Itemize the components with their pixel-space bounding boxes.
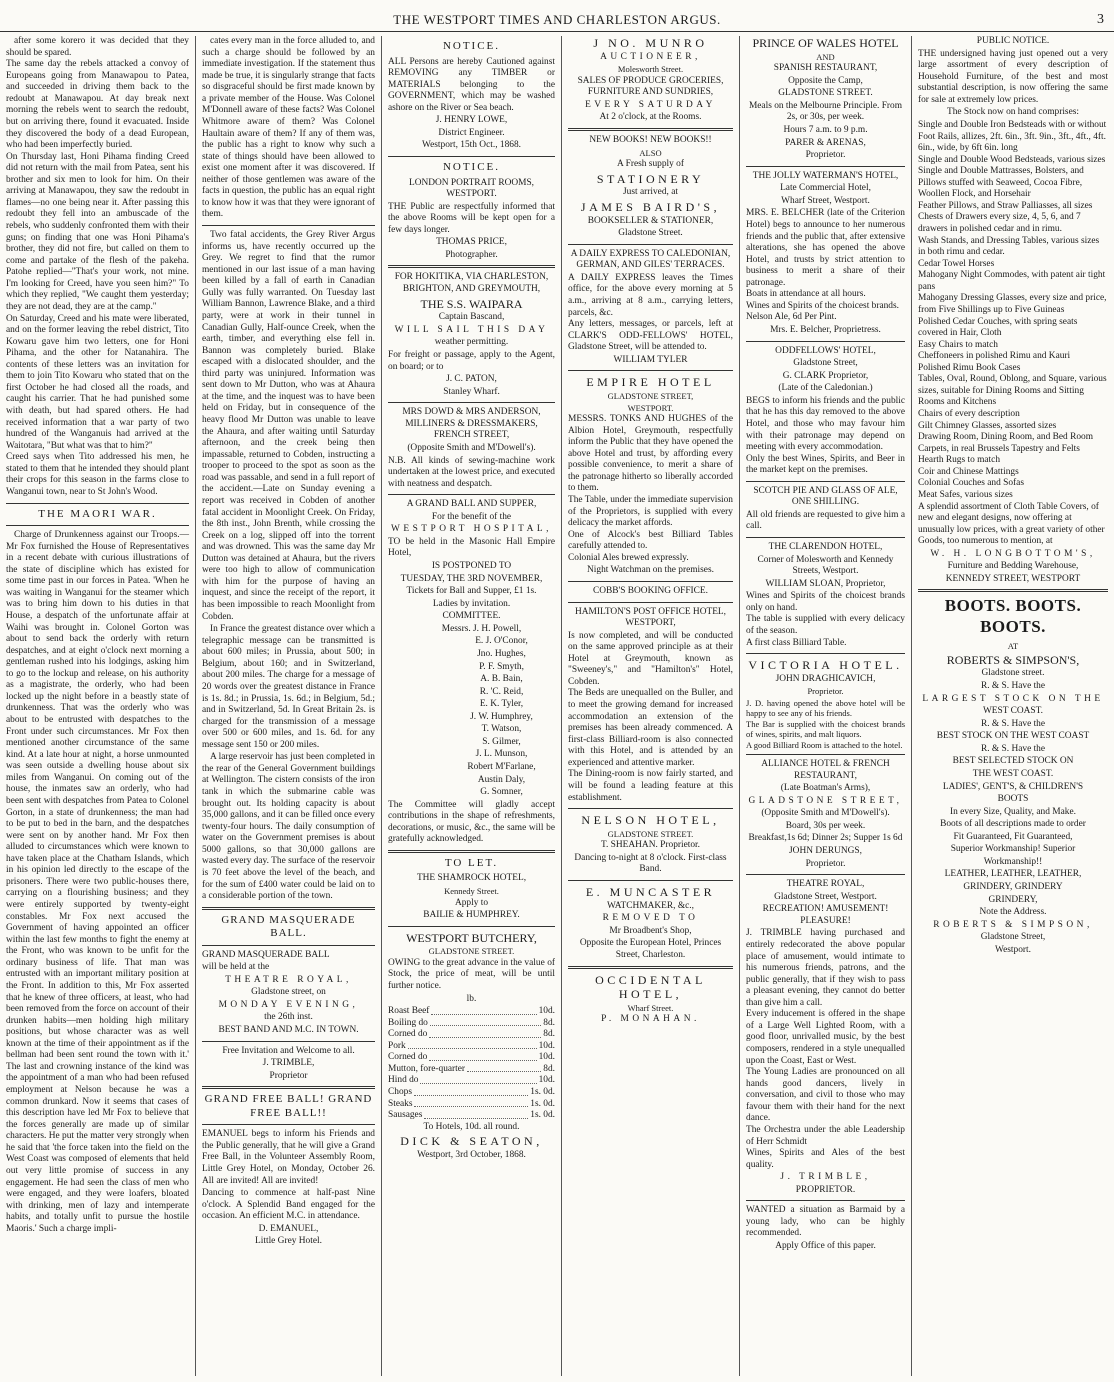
price-value: 10d. — [538, 1006, 555, 1017]
ad-text: ALL Persons are hereby Cautioned against REMOVING any TIMBER or MATERIALS belonging to the GOVERNMENT, which may be washed ashore on the River or Sea beach. — [388, 56, 555, 113]
ad-text: A Fresh supply of — [617, 159, 684, 170]
committee-member: Austin Daly, — [477, 774, 526, 785]
divider — [746, 653, 905, 654]
ad-address: Gladstone Street, — [793, 358, 858, 369]
ad-text: R. & S. Have the — [980, 718, 1046, 729]
ad-text: J. TRIMBLE having purchased and entirely redecorated the above popular place of amusement, would intimate to his numerous friends, patrons, and the public generally, that if they wish to pass a pleasant evening, they cannot do better than give him a call. Every inducement is offered in the shape of a Large Well Lighted Room, with a good floor, unrivalled music, by the best composers, rendered in a style unequalled upon the Coast, East or West. The Young Ladies are pronounced on all hands good dancers, lively in conversation, and civil to those who may favour them with their hand for the next dance. The Orchestra under the able Leadership of Herr Schmidt Wines, Spirits and Ales of the best quality. — [746, 928, 905, 1170]
ad-text: BOOTS — [997, 794, 1029, 805]
article-drunkenness-text: Charge of Drunkenness against our Troops.—Mr Fox furnished the House of Representatives in a recent debate with curious illustrations of the state of discipline which has existed for some time past in our forces in Patea. 'When he was waiting in Wanganui for the steamer which was to bring him down to his duties in that House, a despatch of the unfortunate affair at Waihi was brought in. Colonel Gorton was about to send back the orderly with return despatches, and at eight o'clock next morning a gentleman rushed into his lodgings, asking him to go to the lockup and release, on his authority as a magistrate, the orderly, who had been locked up the night before in a beastly state of drunkenness. That was the orderly who was about to be entrusted with despatches to the Front under such circumstances. Mr Fox then mentioned another circumstance of the same kind. At a late hour at night, a horse unmounted was seen outside a dwelling house about six miles from Wanganui. On coming out of the house, the inmates saw an orderly, who had been sent with despatches from Patea to Colonel Gorton, in a state of drunkenness; the man had to be put to bed in the barn, and the despatches were sent on by another hand. Mr Fox then alluded to circumstances which were known to have taken place at the Chatham Islands, which in his opinion led directly to the escape of the prisoners. There were two public-houses there, carrying on a flourishing business; and they were entirely supported by twenty-eight constables. Mr Fox next accused the Government of having appointed an officer within the last few months to fight the enemy at the Front, who was known to be unfit for the ordinary business of life. That man was entrusted with an important military position at the Front. In addition to this, Mr Fox asserted that he knew of three officers, at least, who had been removed from the force on account of their drunken habits—men holding high military positions, but whose character was as well known at the time of their appointment as if the bellman had been sent round the town with it.' The last and crowning instance of the kind was the appointment of a man who had been refused employment at Nelson because he was a common drunkard. Now it seems that cases of this description have led Mr Fox to believe that the forces generally are made up of similar characters. He put the matter very strongly when he said that 'the force taken into the field on the West Coast was composed of elements that held out very little promise of success in any engagement. He had seen the class of men who were engaged, and they were loafers, bloated with drinking, men of lazy and intemperate habits, and totally unfit to pursue the hostile Maoris.' Such a charge impli- — [6, 530, 189, 1234]
empire-hotel-ad — [568, 375, 733, 577]
ad-text: LARGEST STOCK ON THE — [922, 693, 1104, 704]
article-investigation-text: cates every man in the force alluded to, and such a charge should be followed by an immediate investigation. If the statement thus made be true, it is singularly strange that facts so disgraceful should be first made known by a private member of the House. Was Colonel M'Donnell aware of these facts? Was Colonel Whitmore aware of them? Was Colonel Haultain aware of them? If any of them was, the public has a right to know why such a state of things should have been allowed to exist one moment after it was discovered. If neither of those gentlemen was aware of the facts in question, the public has an equal right to know how it was that they were ignorant of them. — [202, 36, 375, 220]
ad-signature: P. MONAHAN. — [601, 1014, 700, 1025]
divider — [202, 1124, 375, 1125]
ad-heading: NOTICE. — [442, 40, 501, 52]
divider — [202, 1041, 375, 1042]
committee-member: S. Gilmer, — [482, 736, 521, 747]
page-number: 3 — [1097, 12, 1104, 27]
divider — [388, 402, 555, 403]
ad-text: Late Commercial Hotel, — [780, 183, 871, 194]
ad-address: Westport. — [995, 944, 1031, 955]
divider — [6, 503, 189, 504]
newspaper-title: THE WESTPORT TIMES AND CHARLESTON ARGUS. — [393, 12, 721, 27]
committee-member: R. 'C. Reid, — [479, 686, 524, 697]
hospital-ball-ad — [388, 499, 555, 846]
divider — [568, 808, 733, 809]
column-3 — [382, 36, 561, 1376]
ad-text: All old friends are requested to give him a call. — [746, 509, 905, 532]
article-reservoir-text: A large reservoir has just been completed in the rear of the General Government buildings at Wellington. The cistern consists of the iron tank in which the submarine cable was brought out. Its holding capacity is about 35,000 gallons, and it can be filled once every twenty-four hours. The daily consumption of water on the Government premises is about 5000 gallons, so that 30,000 gallons are wasted every day. The surface of the reservoir is 70 feet above the level of the beach, and for the sum of £400 water could be laid on to a considerable portion of the town. — [202, 752, 375, 902]
ad-text: R. & S. Have the — [980, 681, 1046, 692]
steamer-ad — [388, 272, 555, 398]
ad-address: (Opposite Smith and M'Dowell's). — [761, 808, 890, 819]
ad-heading: PRINCE OF WALES HOTEL — [752, 36, 899, 50]
ad-date: the 26th inst. — [264, 1012, 313, 1023]
ad-invite: Free Invitation and Welcome to all. — [222, 1045, 355, 1056]
ad-text: Hours 7 a.m. to 9 p.m. — [783, 125, 868, 136]
nelson-hotel-ad — [568, 813, 733, 876]
ad-text: N.B. All kinds of sewing-machine work undertaken at the lowest price, and executed with neatness and despatch. — [388, 455, 555, 489]
ad-heading: VICTORIA HOTEL. — [748, 658, 903, 673]
ad-signature: J. HENRY LOWE, — [435, 115, 508, 126]
ad-lead: GRAND MASQUERADE BALL — [202, 949, 330, 960]
ad-text: will be held at the — [202, 962, 270, 973]
column-4 — [562, 36, 739, 1376]
ad-text: THE Public are respectfully informed that the above Rooms will be kept open for a few days longer. — [388, 201, 555, 235]
ad-signature: J. TRIMBLE, — [780, 1172, 871, 1183]
ad-address: WESTPORT. — [627, 402, 674, 413]
ad-subheading: WESTPORT HOSPITAL, — [391, 524, 552, 535]
butchery-ad — [388, 931, 555, 1162]
ad-text: Opposite the Camp, — [788, 75, 863, 86]
price-value: 10d. — [538, 1040, 555, 1051]
ad-subheading: STATIONERY — [596, 171, 705, 186]
ad-text: Apply Office of this paper. — [775, 1241, 876, 1252]
price-value: 10d. — [538, 1075, 555, 1086]
ad-address: GLADSTONE STREET, — [607, 391, 694, 402]
committee-member: E. K. Tyler, — [479, 699, 524, 710]
ad-signature: W. H. LONGBOTTOM'S, — [930, 548, 1096, 559]
muncaster-ad — [568, 885, 733, 962]
price-value: 8d. — [543, 1029, 555, 1040]
ad-text: J. D. having opened the above hotel will be happy to see any of his friends. The Bar is supplied with the choicest brands of wines, spirits, and malt liquors. A good Billiard Room is attached to the hotel. — [746, 697, 905, 750]
ad-role: Proprietor. — [807, 686, 844, 697]
committee-member: Jno. Hughes, — [477, 648, 526, 659]
ad-role: District Engineer. — [438, 127, 505, 138]
ad-text: OWING to the great advance in the value of Stock, the price of meat, will be until further notice. — [388, 957, 555, 991]
ad-address: Molesworth Street. — [617, 64, 684, 75]
column-5 — [740, 36, 911, 1376]
maori-war-heading: THE MAORI WAR. — [38, 507, 157, 520]
ad-text: weather permitting. — [434, 337, 509, 348]
column-1 — [0, 36, 195, 1376]
divider — [568, 880, 733, 881]
column-6 — [912, 36, 1114, 1376]
divider — [202, 945, 375, 946]
divider — [746, 341, 905, 342]
to-let-ad — [388, 857, 555, 922]
ad-address: KENNEDY STREET, WESTPORT — [945, 573, 1081, 584]
divider — [202, 1086, 375, 1089]
ad-text: Note the Address. — [979, 907, 1047, 918]
price-item: Sausages — [388, 1110, 423, 1121]
masquerade-ball-ad — [202, 914, 375, 1083]
ad-text: LADIES', GENT'S, & CHILDREN'S — [942, 781, 1084, 792]
ad-address: Opposite the European Hotel, Princes Street, Charleston. — [579, 938, 722, 960]
price-row — [388, 1041, 555, 1053]
ad-subheading: ROBERTS & SIMPSON'S, — [946, 652, 1080, 667]
alliance-hotel-ad — [746, 759, 905, 870]
jolly-waterman-ad — [746, 171, 905, 337]
ad-subheading: SPANISH RESTAURANT, — [773, 63, 878, 74]
ad-address: Wharf Street, Westport. — [781, 195, 870, 206]
ad-text: The Stock now on hand comprises: — [946, 107, 1079, 118]
divider — [202, 225, 375, 226]
ad-address: GLADSTONE STREET. — [778, 88, 873, 99]
price-item: Pork — [388, 1040, 406, 1051]
ad-text: THE undersigned having just opened out a very large assortment of every description of Household Furniture, of the best and most substantial description, is now offering the same for sale at extremely low prices. — [918, 48, 1108, 105]
ad-heading: BOOTS. BOOTS. BOOTS. — [944, 596, 1082, 637]
divider — [746, 166, 905, 167]
ad-signature: D. EMANUEL, — [258, 1223, 319, 1234]
price-value: 1s. 0d. — [530, 1098, 555, 1109]
ad-signature: JOHN DERUNGS, — [789, 846, 862, 857]
ad-heading: ALLIANCE HOTEL & FRENCH RESTAURANT, — [761, 759, 890, 781]
ad-text: Board, 30s per week. — [785, 820, 866, 831]
ad-address: Gladstone Street. — [618, 228, 683, 239]
ad-text: Tickets for Ball and Supper, £1 1s. — [406, 586, 537, 597]
committee-member: P. F. Smyth, — [479, 661, 524, 672]
ad-text: BEST STOCK ON THE WEST COAST — [936, 731, 1090, 742]
committee-member: J. L. Munson, — [475, 749, 528, 760]
occidental-hotel-ad — [568, 973, 733, 1027]
ad-heading: OCCIDENTAL HOTEL, — [595, 972, 706, 1002]
price-value: 8d. — [543, 1063, 555, 1074]
ad-date: Westport, 3rd October, 1868. — [417, 1150, 526, 1161]
divider — [202, 907, 375, 910]
ad-address: Kennedy Street. — [444, 886, 499, 897]
ad-date: TUESDAY, THE 3RD NOVEMBER, — [400, 573, 543, 584]
ad-role: Proprietor. — [805, 858, 846, 869]
ad-role: Stanley Wharf. — [443, 386, 500, 397]
ad-signature: THOMAS PRICE, — [436, 237, 507, 248]
ad-text: BEST SELECTED STOCK ON — [952, 756, 1074, 767]
ad-heading: TO LET. — [444, 856, 499, 869]
ad-role: BOOKSELLER & STATIONER, — [587, 215, 714, 226]
ad-address: Gladstone Street, — [980, 932, 1046, 943]
ad-subheading: WATCHMAKER, &c., — [607, 900, 694, 911]
price-row — [388, 1029, 555, 1041]
ad-heading: THE CLARENDON HOTEL, — [768, 542, 883, 553]
ad-heading: E. MUNCASTER — [585, 884, 716, 899]
books-ad — [568, 135, 733, 240]
ad-text: SALES OF PRODUCE GROCERIES, FURNITURE AND SUNDRIES, — [577, 75, 724, 98]
ad-heading: A DAILY EXPRESS TO CALEDONIAN, GERMAN, AND GILES' TERRACES. — [570, 248, 731, 271]
ad-text: Workmanship!! — [983, 856, 1043, 867]
ad-role: Proprietor. — [805, 150, 846, 161]
committee-member: Robert M'Farlane, — [467, 762, 536, 773]
ad-heading: ODDFELLOWS' HOTEL, — [775, 345, 876, 356]
ad-text: AT — [1007, 641, 1019, 652]
price-item: Mutton, fore-quarter — [388, 1063, 466, 1074]
price-row — [388, 1018, 555, 1030]
divider — [6, 525, 189, 526]
ad-heading: FOR HOKITIKA, VIA CHARLESTON, BRIGHTON, AND GREYMOUTH, — [394, 272, 549, 295]
divider — [568, 581, 733, 582]
article-telegraph-text: In France the greatest distance over which a telegraphic message can be transmitted is about 600 miles; in Prussia, about 500; in Belgium, about 160; and in Switzerland, about 200 miles. The charge for a message of 20 words over the greatest distance in France is 1s. 8d.; in Prussia, 1s. 6d.; in Belgium, 5d.; and in Switzerland, 5d. In Great Britain 2s. is charged for the transmission of a message over 500 or 600 miles, and 1s. 6d. for any message sent 150 or 200 miles. — [202, 624, 375, 750]
clarendon-hotel-ad — [746, 542, 905, 649]
ad-role: PROPRIETOR. — [795, 1184, 856, 1195]
ad-text: Mr Broadbent's Shop, — [609, 925, 692, 936]
ad-date: Westport, 15th Oct., 1868. — [422, 140, 521, 151]
ad-text: Superior Workmanship! Superior — [950, 844, 1076, 855]
wanted-barmaid-ad — [746, 1205, 905, 1252]
article-accidents-text: Two fatal accidents, the Grey River Argus informs us, have recently occurred up the Grey. We regret to find that the rumor mentioned in our last issue of a man having been killed by a fall of earth in Canadian Gully was fully warranted. On Tuesday last William Bannon, Lawrence Blake, and a third party, were at work in their tunnel in Canadian Gully, Half-ounce Creek, when the earth, timber, and everything else fell in. Bannon was completely buried. Blake escaped with a dislocated shoulder, and the third party was uninjured. Information was sent down to Mr Dutton, who was at Ahaura at the time, and the inquest was to have been held on Friday, but in consequence of the heavy flood Mr Dutton was unable to leave the Ahaura, and after waiting until Saturday afternoon, and the creek being then impassable, returned to Cobden, instructing a trooper to proceed to the spot as soon as the road was passable, and send in a full report of the accident.—Late on Sunday evening a report was received in Cobden of another fatal accident in Moonlight Creek. On Friday, the 8th inst., John Brenth, while crossing the Creek on a log, slipped off into the torrent and was drowned. This was the same day Mr Dutton was detained at Ahaura, but the rivers were too high to allow of communication with him for the purpose of having an inquest, and since the receipt of the report, it has been impossible to reach Moonlight from Cobden. — [202, 230, 375, 622]
victoria-hotel-ad — [746, 658, 905, 750]
ad-address: Corner of Molesworth and Kennedy Streets, Westport. — [757, 554, 894, 577]
price-value: 10d. — [538, 1052, 555, 1063]
ad-captain: Captain Bascand, — [438, 312, 505, 323]
ad-heading: A GRAND BALL AND SUPPER, — [406, 499, 537, 510]
ad-text: GRINDERY, GRINDERY — [963, 882, 1063, 893]
ad-heading: EMPIRE HOTEL — [586, 375, 715, 390]
committee-heading: COMMITTEE. — [442, 611, 501, 622]
ad-heading: GRAND FREE BALL! GRAND FREE BALL!! — [204, 1093, 373, 1119]
ad-text: WEST COAST. — [982, 706, 1044, 717]
masthead — [0, 0, 1114, 32]
ad-heading: COBB'S BOOKING OFFICE. — [593, 585, 708, 596]
ad-signature: ROBERTS & SIMPSON, — [933, 919, 1093, 930]
price-row — [388, 1006, 555, 1018]
ad-address: GLADSTONE STREET, — [748, 795, 903, 806]
committee-list — [388, 624, 555, 799]
ad-text: Night Watchman on the premises. — [587, 565, 714, 576]
divider — [388, 926, 555, 927]
ad-heading: MRS DOWD & MRS ANDERSON, MILLINERS & DRESSMAKERS, FRENCH STREET, — [402, 407, 541, 441]
oddfellows-hotel-ad — [746, 346, 905, 477]
ad-heading: NELSON HOTEL, — [581, 813, 720, 828]
ad-text: Breakfast,1s 6d; Dinner 2s; Supper 1s 6d — [748, 833, 903, 844]
ad-text: MRS. E. BELCHER (late of the Criterion Hotel) begs to announce to her numerous friends and the public that, after extensive alterations, she has opened the above Hotel, and trusts by strict attention to business to merit a share of their patronage. Boats in attendance at all hours. Wines and Spirits of the choicest brands. Nelson Ale, 6d Per Pint. — [746, 208, 905, 323]
ad-heading: PUBLIC NOTICE. — [976, 36, 1050, 46]
ad-address: (Opposite Smith and M'Dowell's). — [407, 442, 536, 453]
ad-signature: BAILIE & HUMPHREY. — [423, 910, 520, 921]
ad-subheading: RECREATION! AMUSEMENT! PLEASURE! — [762, 904, 889, 926]
ad-signature: JOHN DRAGHICAVICH, — [775, 673, 876, 684]
divider — [388, 494, 555, 495]
price-row — [388, 1052, 555, 1064]
price-value: 8d. — [543, 1017, 555, 1028]
ad-role: G. CLARK Proprietor, — [782, 370, 869, 381]
ad-heading: NOTICE. — [442, 161, 501, 174]
ad-text: R. & S. Have the — [980, 743, 1046, 754]
ad-text: (Late Boatman's Arms), — [780, 783, 871, 794]
ad-signature: JAMES BAIRD'S, — [580, 199, 721, 214]
ad-subheading: THE SHAMROCK HOTEL, — [416, 873, 527, 884]
divider — [568, 370, 733, 371]
ad-text: Fit Guaranteed, Fit Guaranteed, — [953, 831, 1073, 842]
scotch-pie-ad — [746, 486, 905, 533]
committee-member: J. W. Humphrey, — [470, 711, 533, 722]
ad-text: Dancing to-night at 8 o'clock. First-class Band. — [574, 852, 727, 875]
price-item: Hind do — [388, 1075, 419, 1086]
prince-of-wales-ad — [746, 36, 905, 162]
price-item: Boiling do — [388, 1017, 428, 1028]
ad-role: Photographer. — [445, 249, 498, 260]
ad-heading: SCOTCH PIE AND GLASS OF ALE, ONE SHILLING. — [753, 485, 898, 508]
committee-member: G. Somner, — [480, 787, 523, 798]
divider — [568, 602, 733, 603]
divider — [746, 874, 905, 875]
price-item: Corned do — [388, 1029, 428, 1040]
divider — [568, 244, 733, 245]
price-value: 1s. 0d. — [530, 1087, 555, 1098]
ad-text: The Committee will gladly accept contributions in the shape of refreshments, decorations, or music, &c., the same will be gratefully acknowledged. — [388, 799, 555, 845]
ad-text: Is now completed, and will be conducted on the same approved principle as at their Hotel at Greymouth, known as "Sweeney's," and "Hamilton's" Hotel, Cobden. The Beds are unequalled on the Buller, and to meet the growing demand for increased accommodation an extension of the premises has been already commenced. A first-class Billiard-room is also connected with this Hotel, and is attended by an experienced and attentive marker. The Dining-room is now fairly started, and will be found a leading feature at this establishment. — [568, 630, 733, 803]
ad-subheading: HAMILTON'S POST OFFICE HOTEL, WESTPORT, — [574, 606, 726, 629]
ad-signature: J. TRIMBLE, — [262, 1058, 315, 1069]
ad-text: To Hotels, 10d. all round. — [423, 1121, 520, 1132]
milliners-ad — [388, 407, 555, 490]
price-item: Chops — [388, 1087, 412, 1098]
ad-text: Boots of all descriptions made to order — [940, 819, 1086, 830]
free-ball-ad — [202, 1093, 375, 1248]
ad-text: Apply to — [454, 897, 489, 908]
ad-text: WANTED a situation as Barmaid by a young lady, who can be highly recommended. — [746, 1205, 905, 1239]
hamilton-hotel-ad — [568, 586, 733, 804]
ad-ship-name: THE S.S. WAIPARA — [420, 296, 523, 311]
ad-role: WILLIAM SLOAN, Proprietor, — [765, 578, 886, 589]
price-unit: lb. — [466, 993, 477, 1004]
ad-signature: PARER & ARENAS, — [785, 137, 866, 148]
ad-address: GLADSTONE STREET. — [428, 946, 515, 957]
ad-text: Ladies by invitation. — [432, 598, 511, 609]
ad-address: Gladstone Street, Westport. — [774, 891, 877, 902]
ad-text: Meals on the Melbourne Principle. From 2s, or 30s, per week. — [748, 100, 903, 123]
divider — [746, 537, 905, 538]
price-row — [388, 1110, 555, 1122]
ad-text: For freight or passage, apply to the Agent, on board; or to — [388, 350, 555, 372]
divider — [388, 850, 555, 853]
ad-signature: J. C. PATON, — [446, 374, 497, 385]
ad-address: Wharf Street. — [627, 1003, 674, 1014]
committee-member: A. B. Bain, — [480, 674, 523, 685]
price-value: 1s. 0d. — [530, 1110, 555, 1121]
ad-text: At 2 o'clock, at the Rooms. — [599, 112, 702, 123]
ad-text: MESSRS. TONKS AND HUGHES of the Albion Hotel, Greymouth, respectfully inform the Public that they have opened the above Hotel and trust, by affording every possible convenience, to merit a share of the patronage hitherto so liberally accorded to them. The Table, under the immediate supervision of the Proprietors, is supplied with every delicacy the market affords. One of Alcock's best Billiard Tables carefully attended to. Colonial Ales brewed expressly. — [568, 414, 733, 563]
ad-subheading: LONDON PORTRAIT ROOMS, WESTPORT. — [408, 177, 535, 200]
ad-signature: DICK & SEATON, — [400, 1134, 543, 1149]
ad-sail: WILL SAIL THIS DAY — [394, 324, 549, 335]
ad-text: For the benefit of the — [431, 511, 512, 522]
ad-heading: THEATRE ROYAL, — [786, 879, 865, 890]
timber-notice-ad — [388, 40, 555, 152]
ad-text: LEATHER, LEATHER, LEATHER, — [944, 869, 1082, 880]
committee-member: Messrs. J. H. Powell, — [441, 623, 522, 634]
ad-address: GLADSTONE STREET. — [607, 828, 694, 839]
theatre-royal-ad — [746, 879, 905, 1196]
ad-subheading: AUCTIONEER, — [600, 51, 701, 62]
public-notice-furniture-ad — [918, 36, 1108, 585]
boots-ad — [918, 596, 1108, 956]
divider — [568, 966, 733, 969]
ad-text: (Late of the Caledonian.) — [778, 383, 873, 394]
ad-signature: WILLIAM TYLER — [613, 354, 688, 365]
divider — [746, 481, 905, 482]
price-item: Roast Beef — [388, 1006, 430, 1017]
ad-heading: NEW BOOKS! NEW BOOKS!! — [589, 135, 712, 146]
ad-role: Proprietor — [269, 1070, 308, 1081]
ad-role: T. SHEAHAN. Proprietor. — [600, 840, 701, 851]
ad-text: AND — [816, 51, 835, 62]
ad-text: Wines and Spirits of the choicest brands only on hand. The table is supplied with every delicacy of the season. A first class Billiard Table. — [746, 591, 905, 648]
ad-venue: THEATRE ROYAL, — [225, 974, 352, 985]
price-item: Steaks — [388, 1098, 413, 1109]
price-row — [388, 1087, 555, 1099]
ad-address: Gladstone street. — [981, 668, 1045, 679]
ad-heading: GRAND MASQUERADE BALL. — [221, 913, 356, 940]
ad-text: IS POSTPONED TO — [431, 561, 512, 572]
munro-auctioneer-ad — [568, 36, 733, 124]
committee-member: E. J. O'Conor, — [475, 636, 528, 647]
furniture-list: Single and Double Iron Bedsteads with or without Foot Rails, allizes, 2ft. 6in., 3ft. 9in., 3ft., 4ft., 4ft. 6in., wide, by 6ft 6in. long Single and Double Wood Bedsteads, various sizes Single and Double Mattrasses, Bolsters, and Pillows stuffed with Seaweed, Cocoa Fibre, Woollen Flock, and Horsehair Feather Pillows, and Straw Palliasses, all sizes Chests of Drawers every size, 4, 5, 6, and 7 drawers in polished cedar and in rimu. Wash Stands, and Dressing Tables, various sizes in both rimu and cedar. Cedar Towel Horses Mahogany Night Commodes, with patent air tight pans Mahogany Dressing Glasses, every size and price, from Five Shillings up to Five Guineas Polished Cedar Couches, with spring seats covered in Hair, Cloth Easy Chairs to match Cheffoneers in polished Rimu and Kauri Polished Rimu Book Cases Tables, Oval, Round, Oblong, and Square, various sizes, suitable for Dining Rooms and Sitting Rooms and Kitchens Chairs of every description Gilt Chimney Glasses, assorted sizes Drawing Room, Dining Room, and Bed Room Carpets, in real Brussels Tapestry and Felts Hearth Rugs to match Coir and Chinese Mattings Colonial Couches and Sofas Meat Safes, various sizes A splendid assortment of Cloth Table Covers, of new and elegant designs, now offering at unusually low prices, with a great variety of other Goods, too numerous to mention, at — [918, 119, 1107, 547]
ad-heading: THE JOLLY WATERMAN'S HOTEL, — [752, 170, 899, 181]
price-row — [388, 1075, 555, 1087]
price-row — [388, 1099, 555, 1111]
divider — [388, 156, 555, 157]
ad-text: ALSO — [639, 147, 662, 158]
ad-text: GRINDERY, — [988, 894, 1038, 905]
price-item: Corned do — [388, 1052, 428, 1063]
ad-text: Furniture and Bedding Warehouse, — [947, 561, 1079, 572]
ad-heading: J NO. MUNRO — [593, 36, 708, 50]
price-row — [388, 1064, 555, 1076]
committee-member: T. Watson, — [481, 724, 522, 735]
ad-text: EMANUEL begs to inform his Friends and the Public generally, that he will give a Grand Free Ball, in the Volunteer Assembly Room, Little Grey Hotel, on Monday, October 26. All are invited! All are invited! — [202, 1129, 375, 1186]
ad-day: MONDAY EVENING, — [218, 999, 359, 1010]
ad-text: In every Size, Quality, and Make. — [950, 806, 1076, 817]
ad-text: REMOVED TO — [602, 913, 699, 924]
ad-text: EVERY SATURDAY — [585, 99, 716, 110]
divider — [568, 128, 733, 131]
divider — [388, 265, 555, 268]
ad-text: BEGS to inform his friends and the public that he has this day removed to the above Hotel, and those who may favour him with their patronage may depend on meeting with every accommodation. Only the best Wines, Spirits, and Beer in the market kept on the premises. — [746, 395, 905, 476]
divider — [918, 589, 1108, 592]
divider — [746, 1200, 905, 1201]
ad-heading: WESTPORT BUTCHERY, — [406, 930, 537, 945]
divider — [746, 754, 905, 755]
ad-role: Little Grey Hotel. — [255, 1236, 322, 1247]
ad-text: Dancing to commence at half-past Nine o'clock. A Splendid Band engaged for the occasion. An efficient M.C. in attendance. — [202, 1188, 375, 1222]
column-2 — [196, 36, 381, 1376]
article-creed-text: after some korero it was decided that they should be spared. The same day the rebels attacked a convoy of Europeans going from Manawapou to Patea, and succeeded in driving them back to the redoubt at Manawapou. At day break next morning the rebels went to search the redoubt, but on arriving there, found it evacuated. Inside they discovered the body of a dead European, who had been imperfectly buried. On Thursday last, Honi Pihama finding Creed did not return with the mail from Patea, sent his brother and six men to look for him. On their arriving at Manawapou, they saw the redoubt in flames—no one being near it. After passing this redoubt they fell into an ambuscade of the rebels, who suddenly confronted them with their guns; on finding that one was Honi Pihama's brother, they did not fire, but called on them to come and partake of the flesh of the pakeha. Patohe replied—"That's your work, not mine. I'm looking for Creed, have you seen him?" To which they replied, "We caught them yesterday; they are not dead, they are at the camp." On Saturday, Creed and his mate were liberated, and on the former leaving the rebel district, Tito Kowaru gave him two letters, one for Honi Pihama, and the other for Natanahira. The contents of these letters was an invitation for them to join Tito Kowaru who stated that on the first October he had closed all the roads, and caught his carrier. That he had punished some with death, but had spared others. He had received information that a war party of two hundred of the Wanganuis had arrived at the Waitotara, "But what was that to him?" Creed says when Tito addressed his men, he stated to them that he intended they should plant their crops for this season in the farms close to Wanganui town, near to St John's Wood. — [6, 36, 189, 497]
ad-text: THE WEST COAST. — [972, 768, 1054, 779]
ad-band: BEST BAND AND M.C. IN TOWN. — [218, 1025, 359, 1036]
ad-text: A DAILY EXPRESS leaves the Times office, for the above every morning at 5 a.m., arriving at 8 a.m., carrying letters, parcels, &c. Any letters, messages, or parcels, left at CLARK'S ODD-FELLOWS' HOTEL, Gladstone Street, will be attended to. — [568, 272, 733, 353]
daily-express-ad — [568, 249, 733, 367]
ad-text: Just arrived, at — [623, 187, 678, 198]
ad-text: Gladstone street, on — [251, 987, 326, 998]
ad-signature: Mrs. E. Belcher, Proprietress. — [770, 325, 881, 336]
ad-text: TO be held in the Masonic Hall Empire Hotel, — [388, 536, 555, 559]
portrait-rooms-ad — [388, 161, 555, 261]
